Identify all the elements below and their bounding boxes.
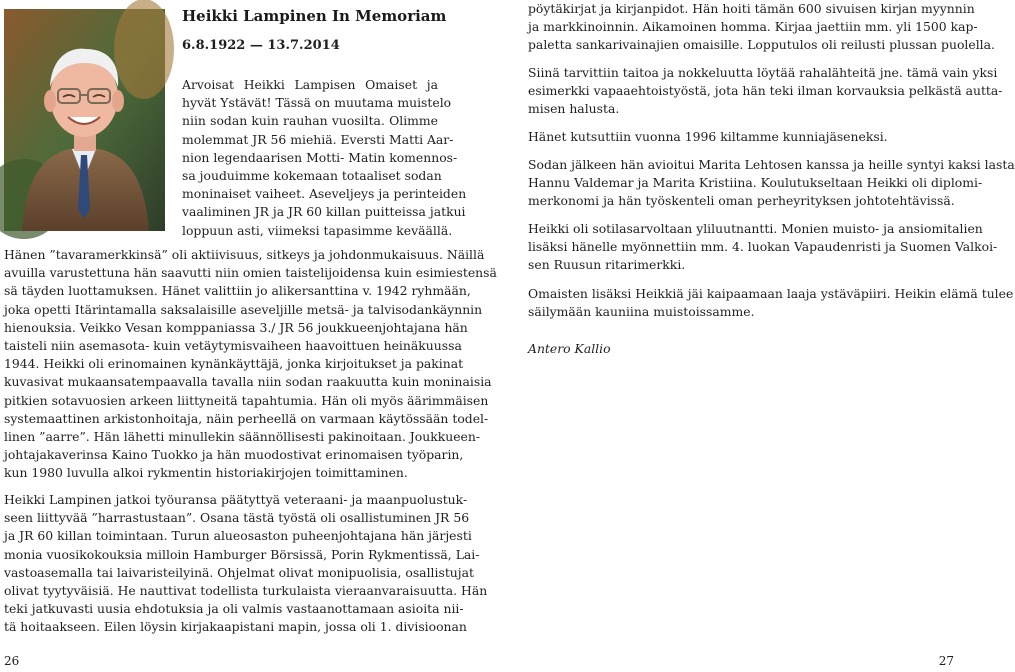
text-line: pöytäkirjat ja kirjanpidot. Hän hoiti tämän 600 sivuisen kirjan myynnin (528, 1, 975, 16)
text-line: sen Ruusun ritarimerkki. (528, 257, 686, 273)
text-line: säilymään kauniina muistoissamme. (528, 304, 755, 320)
text-line: loppuun asti, viimeksi tapasimme keväällä. (182, 222, 453, 238)
text-line: 1944. Heikki oli erinomainen kynänkäyttäjä, jonka kirjoitukset ja pakinat (4, 356, 464, 372)
life-dates: 6.8.1922 — 13.7.2014 (182, 38, 340, 53)
text-line: teki jatkuvasti uusia ehdotuksia ja oli valmis vastaanottamaan asioita nii- (4, 601, 464, 617)
right-paragraph-4 (528, 156, 1015, 211)
text-line: esimerkki vapaaehtoistyöstä, jota hän teki ilman korvauksia pelkästä autta- (528, 83, 1003, 99)
text-line: kun 1980 luvulla alkoi rykmentin historiakirjojen toimittaminen. (4, 465, 408, 481)
text-line: hienouksia. Veikko Vesan komppaniassa 3./ JR 56 joukkueenjohtajana hän (4, 319, 468, 335)
right-paragraph-6 (528, 285, 1014, 321)
text-line: ja JR 60 killan toimintaan. Turun alueosaston puheenjohtajana hän järjesti (4, 528, 472, 544)
right-paragraph-2 (528, 64, 1003, 119)
page-number-left: 26 (4, 654, 20, 668)
text-line: sä täyden luottamuksen. Hänet valittiin jo alikersanttina v. 1942 ryhmään, (4, 283, 471, 299)
text-line: tä hoitaakseen. Eilen löysin kirjakaapistani mapin, jossa oli 1. divisioonan (4, 619, 467, 635)
text-line: lisäksi hänelle myönnettiin mm. 4. luokan Vapaudenristi ja Suomen Valkoi- (528, 239, 998, 255)
memoriam-title: Heikki Lampinen In Memoriam (182, 7, 447, 25)
left-page (0, 0, 497, 672)
author-signature: Antero Kallio (528, 341, 611, 356)
text-line: Omaisten lisäksi Heikkiä jäi kaipaamaan laaja ystäväpiiri. Heikin elämä tulee (528, 286, 1014, 301)
text-line: pitkien sotavuosien arkeen liittyneitä tapahtumia. Hän oli myös äärimmäisen (4, 392, 489, 408)
text-line: Sodan jälkeen hän avioitui Marita Lehtosen kanssa ja heille syntyi kaksi lasta (528, 157, 1015, 172)
intro-paragraph (182, 76, 467, 240)
text-line: molemmat JR 56 miehiä. Eversti Matti Aar- (182, 131, 454, 147)
text-line: systemaattinen arkistonhoitaja, näin perheellä on varmaan käytössään todel- (4, 410, 489, 426)
text-line: johtajakaverinsa Kaino Tuokko ja hän muodostivat erinomaisen työparin, (4, 447, 464, 463)
text-line: ja markkinoinnin. Aikamoinen homma. Kirjaa jaettiin mm. yli 1500 kap- (528, 19, 978, 35)
text-line: sa jouduimme kokemaan totaaliset sodan (182, 168, 442, 184)
text-line: joka opetti Itärintamalla saksalaisille aseveljille metsä- ja talvisodankäynnin (4, 301, 483, 317)
right-paragraph-3 (528, 128, 960, 146)
text-line: Arvoisat Heikki Lampisen Omaiset ja (182, 77, 438, 92)
text-line: Heikki Lampinen jatkoi työuransa päätyttyä veteraani- ja maanpuolustuk- (4, 492, 468, 507)
text-line: merkonomi ja hän työskenteli oman perheyrityksen johtotehtävissä. (528, 193, 955, 209)
body-paragraph-1 (4, 246, 497, 483)
page-number-right: 27 (938, 654, 954, 668)
text-line: monia vuosikokouksia milloin Hamburger Börsissä, Porin Rykmentissä, Lai- (4, 546, 480, 562)
text-line: avuilla varustettuna hän saavutti niin omien taistelijoidensa kuin esimiestensä (4, 265, 497, 281)
text-line: kuvasivat mukaansatempaavalla tavalla niin sodan raakuutta kuin moninaisia (4, 374, 492, 390)
right-page (480, 0, 1015, 672)
text-line: Hannu Valdemar ja Marita Kristiina. Koulutukseltaan Heikki oli diplomi- (528, 175, 983, 191)
text-line: olivat tyytyväisiä. He nauttivat todellista turkulaista vieraanvaraisuutta. Hän (4, 583, 488, 599)
right-paragraph-5 (528, 220, 998, 275)
text-line: nion legendaarisen Motti- Matin komennos- (182, 149, 458, 165)
text-line: paletta sankarivainajien omaisille. Lopputulos oli reilusti plussan puolella. (528, 37, 995, 53)
text-line: seen liittyvää ”harrastustaan”. Osana tästä työstä oli osallistuminen JR 56 (4, 510, 470, 526)
text-line: vaaliminen JR ja JR 60 killan puitteissa jatkui (182, 204, 466, 220)
portrait-photo (4, 9, 165, 231)
text-line: Heikki oli sotilasarvoltaan yliluutnantti. Monien muisto- ja ansiomitalien (528, 221, 983, 236)
text-line: moninaiset vaiheet. Aseveljeys ja perinteiden (182, 186, 467, 202)
text-line: hyvät Ystävät! Tässä on muutama muistelo (182, 95, 452, 111)
text-line: niin sodan kuin rauhan vuosilta. Olimme (182, 113, 438, 129)
text-line: vastoasemalla tai laivaristeilyinä. Ohjelmat olivat monipuolisia, osallistujat (4, 564, 474, 580)
body-paragraph-2 (4, 491, 488, 637)
text-line: Hänet kutsuttiin vuonna 1996 kiltamme kunniajäseneksi. (528, 129, 888, 144)
text-line: Siinä tarvittiin taitoa ja nokkeluutta löytää rahalähteitä jne. tämä vain yksi (528, 65, 998, 80)
text-line: misen halusta. (528, 101, 620, 117)
text-line: taisteli niin asemasota- kuin vetäytymisvaiheen haavoittuen heinäkuussa (4, 338, 462, 354)
text-line: Hänen ”tavaramerkkinsä” oli aktiivisuus, sitkeys ja johdonmukaisuus. Näillä (4, 247, 485, 262)
text-line: linen ”aarre”. Hän lähetti minullekin säännöllisesti pakinoitaan. Joukkueen- (4, 429, 481, 445)
right-paragraph-1 (528, 0, 995, 55)
